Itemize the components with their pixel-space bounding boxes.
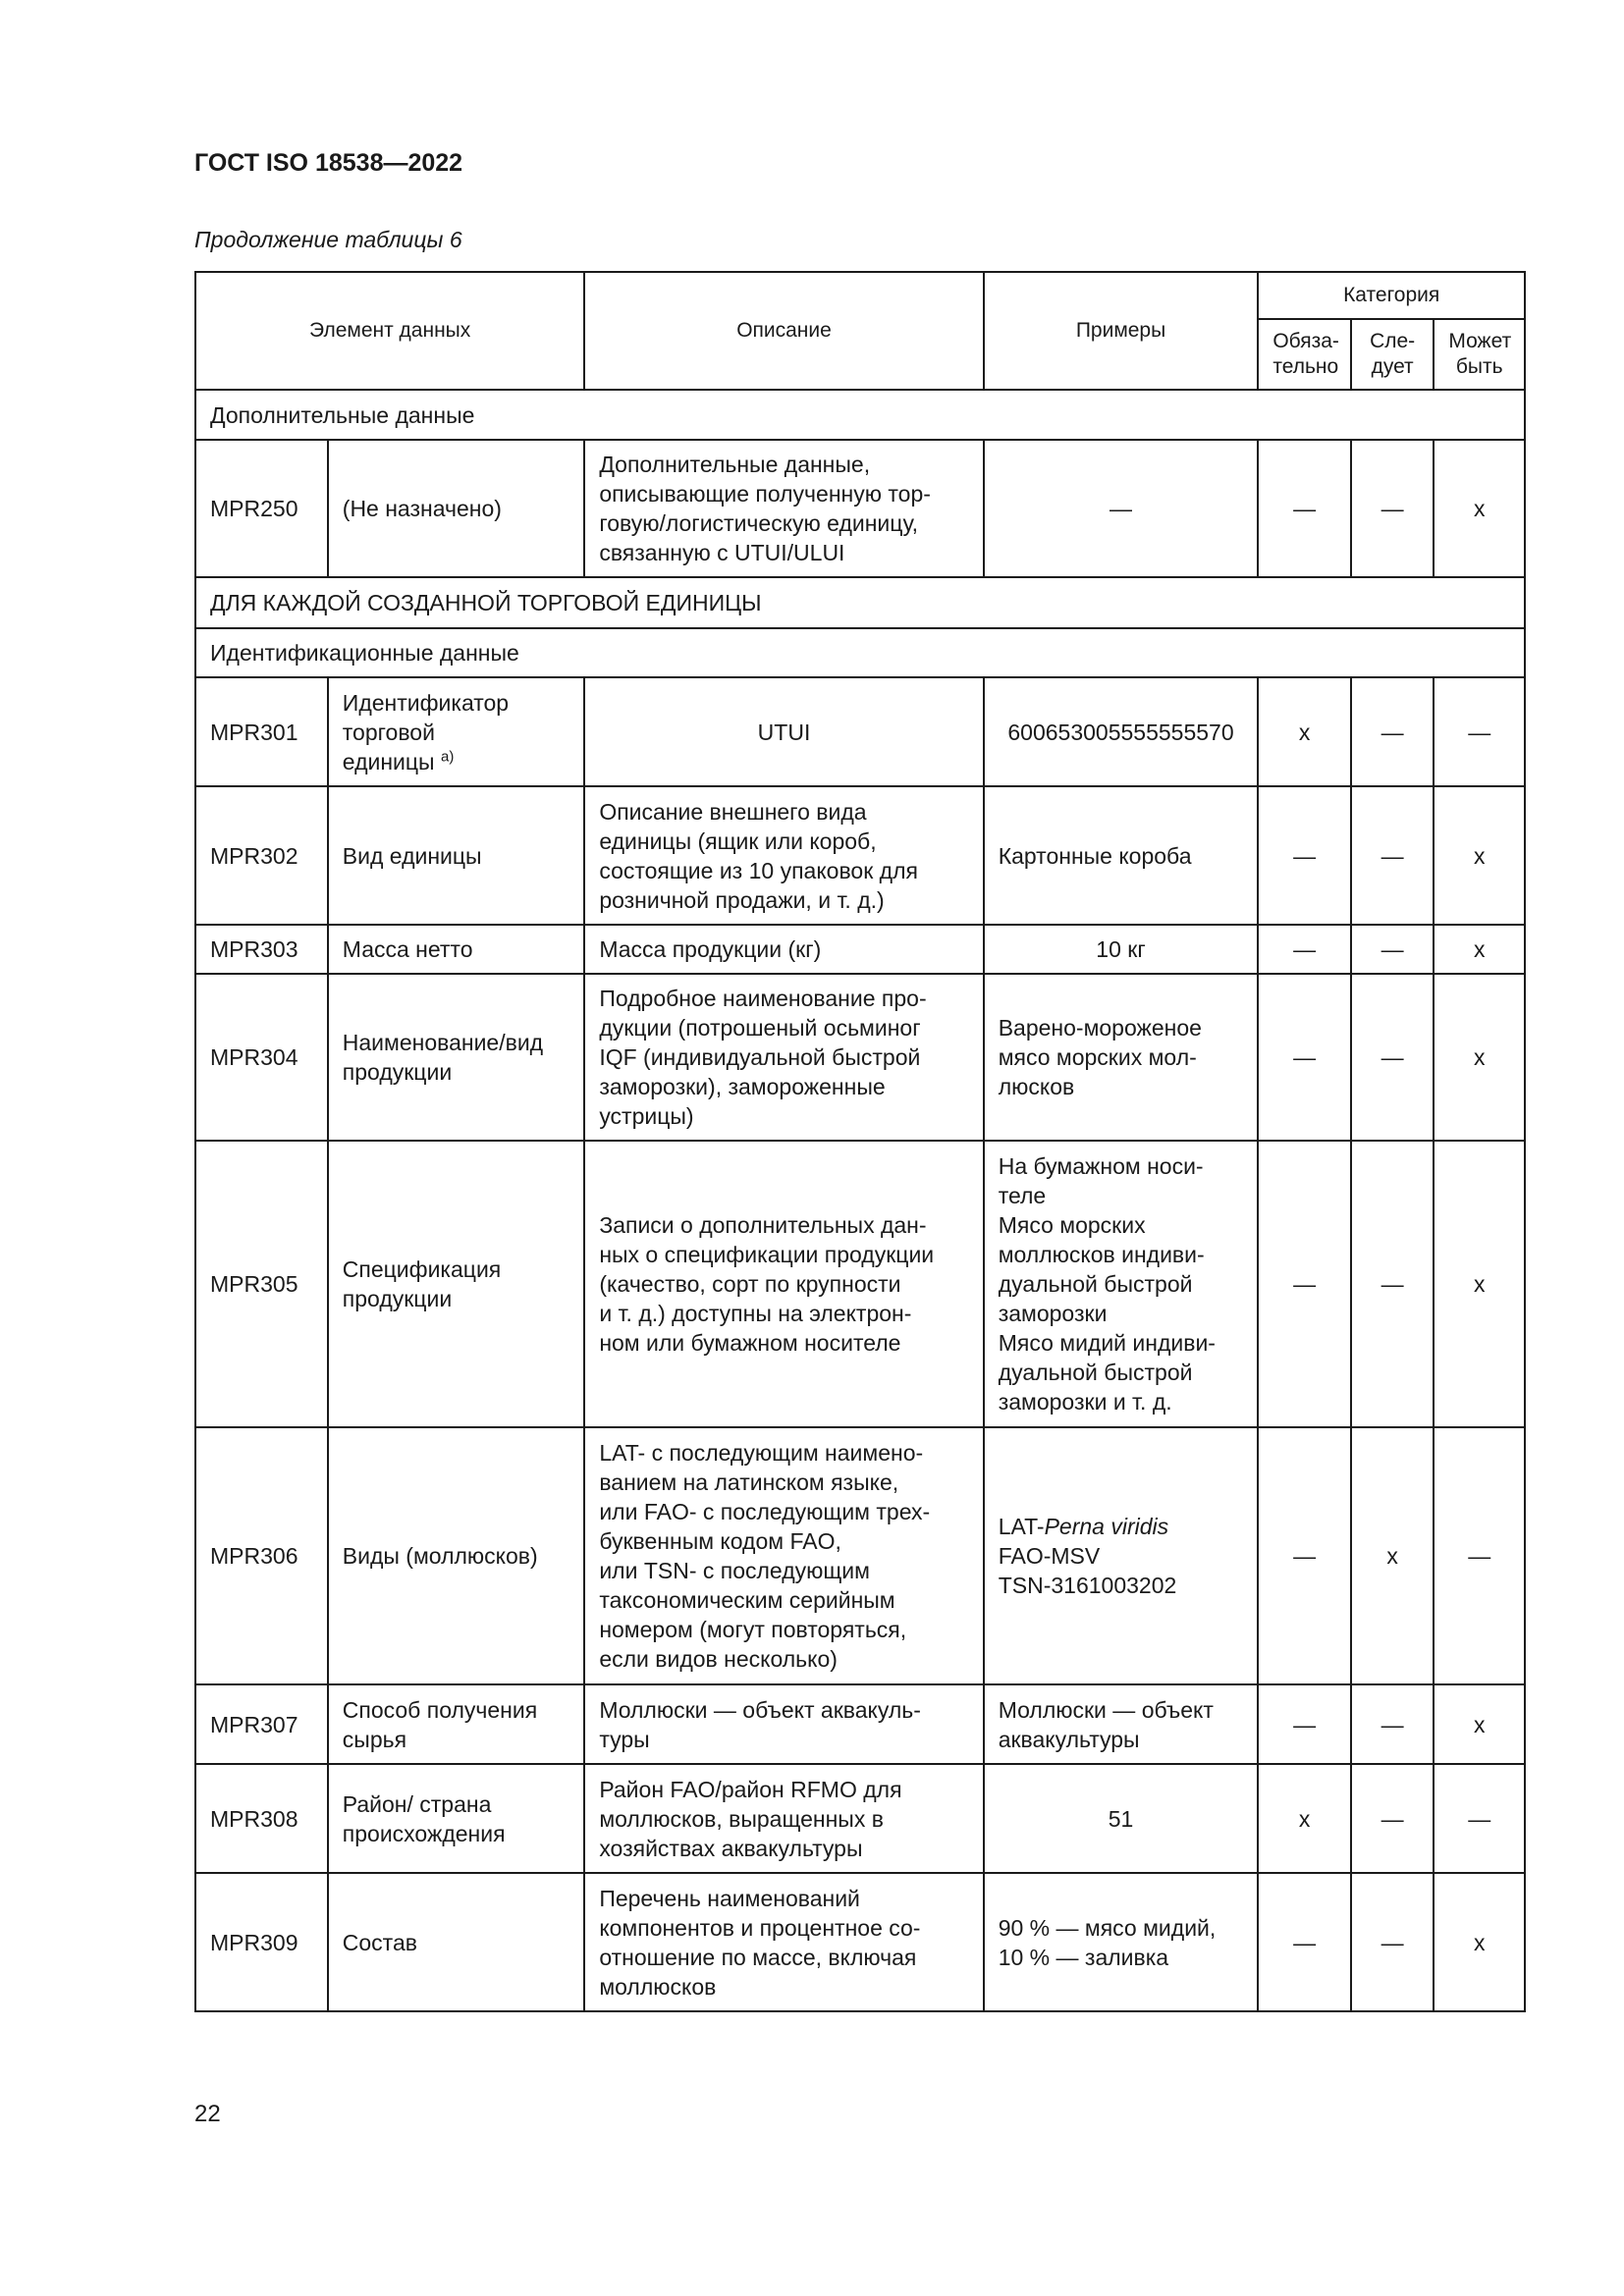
row-may: x xyxy=(1434,925,1525,974)
row-should: — xyxy=(1351,974,1434,1141)
row-should: — xyxy=(1351,1764,1434,1873)
row-code: MPR301 xyxy=(195,677,328,786)
row-code: MPR303 xyxy=(195,925,328,974)
row-should: — xyxy=(1351,925,1434,974)
example-prefix: LAT- xyxy=(998,1514,1045,1539)
row-should: — xyxy=(1351,1141,1434,1427)
example-latin-name: Perna viridis xyxy=(1044,1514,1169,1539)
row-should: — xyxy=(1351,440,1434,577)
row-description: Район FAO/район RFMO для моллюсков, выращенных в хозяйствах аквакультуры xyxy=(584,1764,983,1873)
row-mandatory: — xyxy=(1258,1141,1351,1427)
header-element: Элемент данных xyxy=(195,272,584,390)
row-description: Подробное наименование про- дукции (потрошеный осьминог IQF (индивидуальной быстрой заморозки), замороженные устрицы) xyxy=(584,974,983,1141)
row-code: MPR308 xyxy=(195,1764,328,1873)
row-mandatory: — xyxy=(1258,1873,1351,2011)
row-name: Район/ страна происхождения xyxy=(328,1764,585,1873)
row-should: — xyxy=(1351,677,1434,786)
row-example-cell xyxy=(984,1427,1259,1684)
table-caption: Продолжение таблицы 6 xyxy=(194,227,462,252)
row-code: MPR305 xyxy=(195,1141,328,1427)
table-row xyxy=(195,974,1525,1141)
row-description: LAT- с последующим наимено- ванием на латинском языке, или FAO- с последующим трех- буквенным кодом FAO, или TSN- с последующим таксономическим серийным номером (могут повторяться, если видов несколько) xyxy=(584,1427,983,1684)
row-example: — xyxy=(984,440,1259,577)
row-name: Состав xyxy=(328,1873,585,2011)
header-description: Описание xyxy=(584,272,983,390)
row-code: MPR306 xyxy=(195,1427,328,1684)
row-may: x xyxy=(1434,440,1525,577)
row-name-cell xyxy=(328,677,585,786)
row-example: 51 xyxy=(984,1764,1259,1873)
row-should: — xyxy=(1351,1684,1434,1764)
section-additional-data: Дополнительные данные xyxy=(195,390,1525,440)
page-number: 22 xyxy=(194,2101,221,2127)
row-example: 10 кг xyxy=(984,925,1259,974)
row-may: x xyxy=(1434,786,1525,925)
row-example: 600653005555555570 xyxy=(984,677,1259,786)
table-row xyxy=(195,1684,1525,1764)
row-mandatory: x xyxy=(1258,1764,1351,1873)
row-may: — xyxy=(1434,1427,1525,1684)
row-code: MPR309 xyxy=(195,1873,328,2011)
header-category: Категория xyxy=(1258,272,1525,319)
row-mandatory: — xyxy=(1258,440,1351,577)
row-example: На бумажном носи- теле Мясо морских моллюсков индиви- дуальной быстрой заморозки Мясо мидий индиви- дуальной быстрой заморозки и т. д. xyxy=(984,1141,1259,1427)
page-title: ГОСТ ISO 18538—2022 xyxy=(194,149,463,177)
row-name: Виды (моллюсков) xyxy=(328,1427,585,1684)
row-description: Дополнительные данные, описывающие полученную тор- говую/логистическую единицу, связанную с UTUI/ULUI xyxy=(584,440,983,577)
section-identification-data: Идентификационные данные xyxy=(195,628,1525,677)
table-row xyxy=(195,1764,1525,1873)
row-name: Наименование/вид продукции xyxy=(328,974,585,1141)
row-name: (Не назначено) xyxy=(328,440,585,577)
row-should: x xyxy=(1351,1427,1434,1684)
table-row xyxy=(195,1141,1525,1427)
row-code: MPR302 xyxy=(195,786,328,925)
row-code: MPR250 xyxy=(195,440,328,577)
row-description: Моллюски — объект аквакуль- туры xyxy=(584,1684,983,1764)
row-code: MPR304 xyxy=(195,974,328,1141)
example-codes: FAO-MSV TSN-3161003202 xyxy=(998,1543,1177,1598)
row-name: Спецификация продукции xyxy=(328,1141,585,1427)
row-example: Моллюски — объект аквакультуры xyxy=(984,1684,1259,1764)
row-description: Описание внешнего вида единицы (ящик или короб, состоящие из 10 упаковок для розничной продажи, и т. д.) xyxy=(584,786,983,925)
row-may: x xyxy=(1434,1873,1525,2011)
row-should: — xyxy=(1351,1873,1434,2011)
row-should: — xyxy=(1351,786,1434,925)
header-may: Может быть xyxy=(1434,319,1525,390)
row-may: x xyxy=(1434,1684,1525,1764)
row-example: Варено-мороженое мясо морских мол- люсков xyxy=(984,974,1259,1141)
row-mandatory: — xyxy=(1258,925,1351,974)
header-mandatory: Обяза- тельно xyxy=(1258,319,1351,390)
row-mandatory: — xyxy=(1258,786,1351,925)
row-description: Записи о дополнительных дан- ных о спецификации продукции (качество, сорт по крупности и т. д.) доступны на электрон- ном или бумажном носителе xyxy=(584,1141,983,1427)
table-row xyxy=(195,1427,1525,1684)
row-mandatory: — xyxy=(1258,1684,1351,1764)
row-mandatory: — xyxy=(1258,1427,1351,1684)
row-example: Картонные короба xyxy=(984,786,1259,925)
table-row xyxy=(195,925,1525,974)
row-name: Масса нетто xyxy=(328,925,585,974)
footnote-ref: а) xyxy=(440,747,455,765)
row-mandatory: — xyxy=(1258,974,1351,1141)
row-name: Идентификатор торговой единицы xyxy=(342,689,510,774)
row-code: MPR307 xyxy=(195,1684,328,1764)
row-may: — xyxy=(1434,677,1525,786)
table-row xyxy=(195,440,1525,577)
header-should: Сле- дует xyxy=(1351,319,1434,390)
header-examples: Примеры xyxy=(984,272,1259,390)
section-per-trade-unit: ДЛЯ КАЖДОЙ СОЗДАННОЙ ТОРГОВОЙ ЕДИНИЦЫ xyxy=(195,577,1525,628)
row-description: Перечень наименований компонентов и процентное со- отношение по массе, включая моллюсков xyxy=(584,1873,983,2011)
row-may: x xyxy=(1434,1141,1525,1427)
table-row xyxy=(195,677,1525,786)
row-example: 90 % — мясо мидий, 10 % — заливка xyxy=(984,1873,1259,2011)
table-row xyxy=(195,1873,1525,2011)
row-may: — xyxy=(1434,1764,1525,1873)
table-row xyxy=(195,786,1525,925)
row-may: x xyxy=(1434,974,1525,1141)
row-name: Вид единицы xyxy=(328,786,585,925)
row-mandatory: x xyxy=(1258,677,1351,786)
data-elements-table xyxy=(194,271,1526,2012)
row-name: Способ получения сырья xyxy=(328,1684,585,1764)
row-description: UTUI xyxy=(584,677,983,786)
row-description: Масса продукции (кг) xyxy=(584,925,983,974)
